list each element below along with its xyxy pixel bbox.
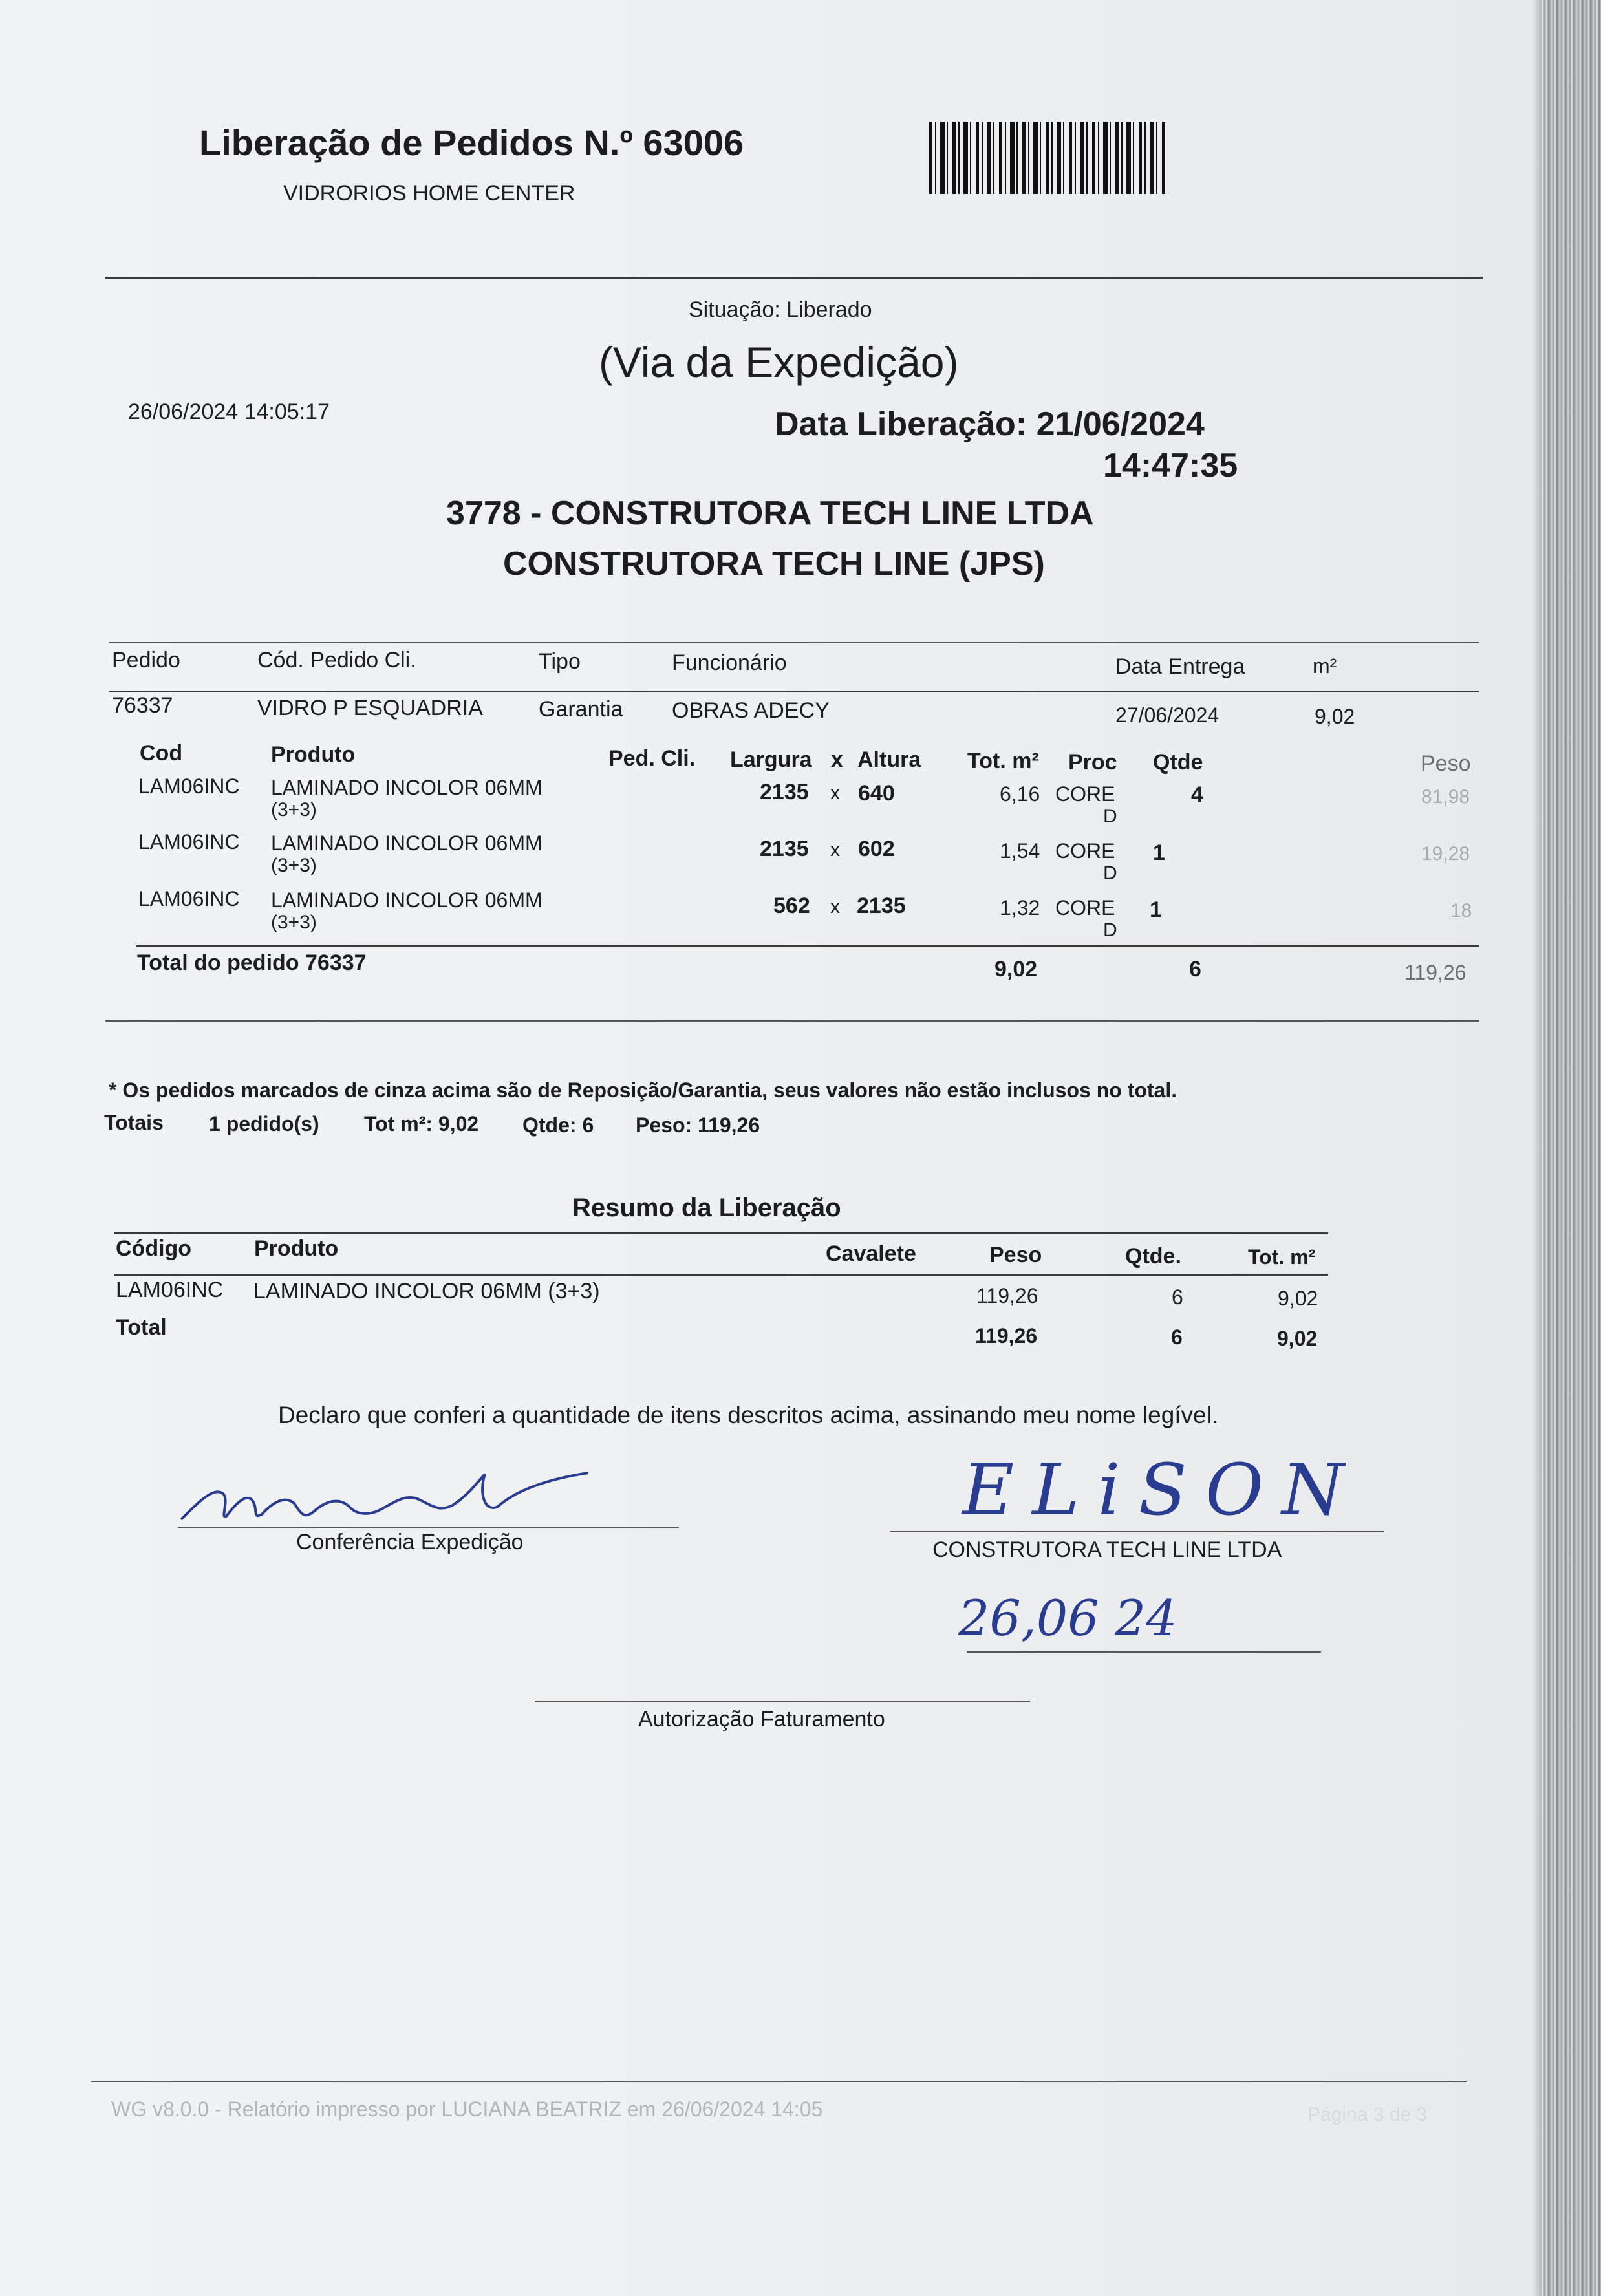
- item1-produto: LAMINADO INCOLOR 06MM: [271, 776, 543, 799]
- resumo-col-peso: Peso: [989, 1243, 1042, 1267]
- order-table-top-rule: [109, 642, 1479, 643]
- signature-line-authorization: [535, 1701, 1030, 1702]
- items-col-qtde: Qtde: [1153, 750, 1203, 775]
- col-m2: m²: [1313, 654, 1337, 678]
- items-col-peso: Peso: [1421, 751, 1471, 776]
- order-m2-value: 9,02: [1315, 705, 1355, 728]
- item1-proc-sub: D: [1103, 806, 1117, 827]
- construtora-label: CONSTRUTORA TECH LINE LTDA: [932, 1538, 1282, 1562]
- order-cod-value: VIDRO P ESQUADRIA: [257, 696, 483, 720]
- totais-peso: Peso: 119,26: [636, 1113, 760, 1137]
- item3-x: x: [830, 896, 840, 917]
- footer-printed-by: WG v8.0.0 - Relatório impresso por LUCIANA BEATRIZ em 26/06/2024 14:05: [111, 2098, 823, 2121]
- resumo-row-codigo: LAM06INC: [116, 1278, 224, 1302]
- item1-largura: 2135: [760, 780, 809, 804]
- via-expedicao: (Via da Expedição): [599, 338, 959, 386]
- signature-line-right: [890, 1531, 1384, 1532]
- items-total-m2: 9,02: [994, 957, 1038, 982]
- footer-page-number: Página 3 de 3: [1307, 2104, 1428, 2125]
- date-line: [967, 1651, 1321, 1653]
- resumo-col-produto: Produto: [254, 1236, 339, 1261]
- col-pedido: Pedido: [112, 648, 180, 672]
- client-alias: CONSTRUTORA TECH LINE (JPS): [503, 545, 1045, 583]
- item1-qtde: 4: [1191, 782, 1203, 807]
- item2-proc: CORE: [1055, 839, 1115, 863]
- resumo-total-tot-m2: 9,02: [1277, 1327, 1318, 1350]
- page-edge-stack: [1543, 0, 1601, 2296]
- items-total-label: Total do pedido 76337: [137, 950, 367, 975]
- print-datetime: 26/06/2024 14:05:17: [128, 400, 330, 424]
- item2-cod: LAM06INC: [138, 830, 240, 853]
- item3-cod: LAM06INC: [138, 887, 240, 910]
- totais-label: Totais: [104, 1111, 164, 1134]
- section-divider: [105, 1020, 1479, 1022]
- item3-qtde: 1: [1150, 897, 1162, 922]
- document-title: Liberação de Pedidos N.º 63006: [199, 122, 744, 163]
- items-col-produto: Produto: [271, 742, 356, 767]
- item3-proc-sub: D: [1103, 919, 1117, 941]
- col-funcionario: Funcionário: [672, 650, 787, 675]
- resumo-row-qtde: 6: [1172, 1285, 1183, 1309]
- gray-note: * Os pedidos marcados de cinza acima são de Reposição/Garantia, seus valores não estão inclusos no total.: [109, 1078, 1177, 1102]
- resumo-row-produto: LAMINADO INCOLOR 06MM (3+3): [253, 1279, 600, 1304]
- resumo-col-tot-m2: Tot. m²: [1248, 1245, 1316, 1269]
- item3-peso: 18: [1450, 900, 1472, 921]
- order-funcionario-value: OBRAS ADECY: [672, 698, 830, 723]
- item1-x: x: [830, 782, 840, 804]
- order-data-entrega-value: 27/06/2024: [1115, 703, 1220, 727]
- data-liberacao-time: 14:47:35: [1103, 447, 1238, 484]
- col-cod-pedido-cli: Cód. Pedido Cli.: [257, 648, 416, 672]
- handwritten-date: 26,06 24: [958, 1589, 1177, 1647]
- totais-qtde: Qtde: 6: [522, 1113, 594, 1137]
- resumo-title: Resumo da Liberação: [572, 1194, 841, 1222]
- totais-m2: Tot m²: 9,02: [364, 1112, 479, 1135]
- items-total-rule: [136, 945, 1479, 947]
- footer-rule: [91, 2081, 1467, 2082]
- item1-cod: LAM06INC: [138, 775, 240, 798]
- declaration-text: Declaro que conferi a quantidade de itens descritos acima, assinando meu nome legível.: [278, 1402, 1219, 1428]
- resumo-total-qtde: 6: [1171, 1325, 1183, 1349]
- company-name: VIDRORIOS HOME CENTER: [283, 181, 575, 206]
- item2-largura: 2135: [760, 837, 809, 861]
- signature-line-left: [178, 1527, 679, 1528]
- items-col-proc: Proc: [1068, 750, 1117, 775]
- item2-altura: 602: [858, 837, 895, 861]
- client-name: 3778 - CONSTRUTORA TECH LINE LTDA: [446, 495, 1094, 532]
- items-total-qtde: 6: [1189, 957, 1201, 982]
- items-col-tot-m2: Tot. m²: [967, 749, 1039, 773]
- resumo-col-cavalete: Cavalete: [826, 1241, 916, 1266]
- item2-produto-sub: (3+3): [271, 855, 317, 876]
- col-tipo: Tipo: [539, 649, 581, 674]
- elison-signature: ELiSON: [962, 1448, 1362, 1531]
- resumo-top-rule: [114, 1232, 1328, 1234]
- autorizacao-label: Autorização Faturamento: [638, 1707, 885, 1732]
- totais-pedidos: 1 pedido(s): [209, 1112, 319, 1135]
- item1-proc: CORE: [1055, 782, 1115, 806]
- data-liberacao: Data Liberação: 21/06/2024: [775, 405, 1205, 443]
- order-pedido-value: 76337: [112, 693, 173, 718]
- item3-tot-m2: 1,32: [1000, 896, 1040, 919]
- item2-proc-sub: D: [1103, 863, 1117, 884]
- resumo-col-qtde: Qtde.: [1125, 1244, 1181, 1269]
- item1-altura: 640: [858, 781, 895, 806]
- item2-tot-m2: 1,54: [1000, 839, 1040, 863]
- items-total-peso: 119,26: [1404, 961, 1467, 984]
- items-col-x: x: [831, 747, 843, 772]
- item1-peso: 81,98: [1421, 786, 1470, 808]
- resumo-row-tot-m2: 9,02: [1278, 1287, 1318, 1310]
- item2-produto: LAMINADO INCOLOR 06MM: [271, 831, 543, 855]
- resumo-header-rule: [114, 1274, 1328, 1276]
- item2-peso: 19,28: [1421, 843, 1470, 864]
- order-tipo-value: Garantia: [539, 697, 623, 722]
- item3-largura: 562: [773, 894, 810, 918]
- item3-proc: CORE: [1055, 896, 1115, 919]
- items-col-altura: Altura: [857, 747, 921, 772]
- resumo-total-peso: 119,26: [975, 1324, 1038, 1347]
- col-data-entrega: Data Entrega: [1115, 654, 1245, 679]
- situacao-text: Situação: Liberado: [689, 297, 872, 322]
- item1-produto-sub: (3+3): [271, 799, 317, 821]
- items-col-cod: Cod: [140, 741, 183, 766]
- divider: [105, 277, 1483, 279]
- barcode: [929, 122, 1168, 194]
- item3-produto: LAMINADO INCOLOR 06MM: [271, 888, 543, 912]
- items-col-ped-cli: Ped. Cli.: [608, 746, 696, 771]
- item3-produto-sub: (3+3): [271, 912, 317, 933]
- resumo-col-codigo: Código: [116, 1236, 192, 1261]
- items-col-largura: Largura: [730, 747, 812, 772]
- item2-qtde: 1: [1153, 841, 1165, 865]
- resumo-total-label: Total: [116, 1315, 167, 1340]
- resumo-row-peso: 119,26: [976, 1284, 1038, 1307]
- item1-tot-m2: 6,16: [1000, 782, 1040, 806]
- page-edge-shadow: [1532, 0, 1542, 2296]
- item2-x: x: [830, 839, 840, 861]
- conferencia-label: Conferência Expedição: [296, 1530, 524, 1554]
- item3-altura: 2135: [857, 894, 906, 918]
- order-table-header-rule: [109, 691, 1479, 692]
